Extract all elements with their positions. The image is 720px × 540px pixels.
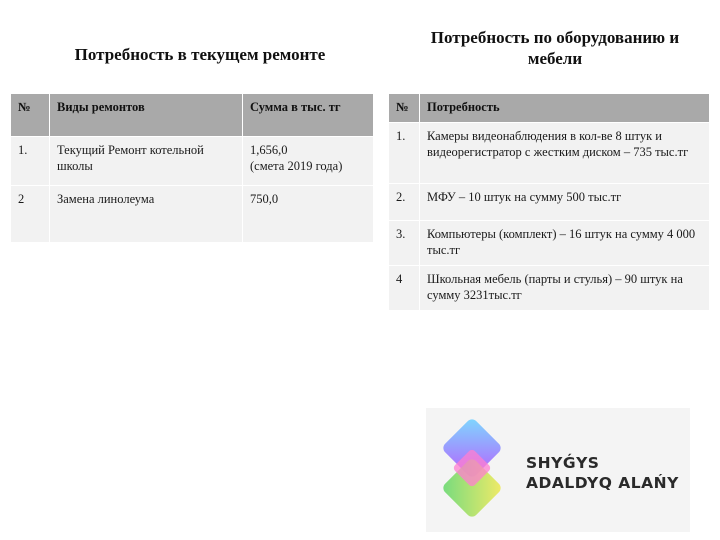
repair-needs-title: Потребность в текущем ремонте	[74, 45, 326, 64]
column-header-amount: Сумма в тыс. тг	[243, 94, 374, 137]
column-header-number: №	[389, 94, 420, 123]
amount-cell: 1,656,0 (смета 2019 года)	[243, 137, 374, 186]
row-number: 4	[389, 266, 420, 311]
need-cell: Камеры видеонаблюдения в кол-ве 8 штук и видеорегистратор с жестким диском – 735 тыс.тг	[420, 123, 710, 184]
need-cell: МФУ – 10 штук на сумму 500 тыс.тг	[420, 184, 710, 221]
need-cell: Компьютеры (комплект) – 16 штук на сумму 4 000 тыс.тг	[420, 221, 710, 266]
table-row	[389, 184, 709, 221]
table-row	[389, 266, 709, 311]
logo-line-1: SHYǴYS	[526, 454, 600, 472]
logo-line-2: ADALDYQ ALAŃY	[526, 474, 679, 492]
row-number: 2	[11, 186, 50, 243]
table-header-row	[389, 94, 709, 123]
row-number: 2.	[389, 184, 420, 221]
equipment-needs-table	[389, 94, 709, 310]
amount-cell: 750,0	[243, 186, 374, 243]
logo-diamond-icon	[436, 418, 510, 522]
logo-wordmark	[526, 453, 679, 493]
repair-type-cell: Текущий Ремонт котельной школы	[50, 137, 243, 186]
column-header-need: Потребность	[420, 94, 710, 123]
table-row	[11, 137, 373, 186]
table-header-row	[11, 94, 373, 137]
row-number: 3.	[389, 221, 420, 266]
equipment-needs-title: Потребность по оборудованию и мебели	[430, 28, 680, 68]
table-row	[11, 186, 373, 243]
row-number: 1.	[389, 123, 420, 184]
column-header-number: №	[11, 94, 50, 137]
repair-type-cell: Замена линолеума	[50, 186, 243, 243]
repairs-table	[11, 94, 373, 242]
row-number: 1.	[11, 137, 50, 186]
table-row	[389, 221, 709, 266]
brand-logo	[426, 408, 690, 532]
column-header-repair-type: Виды ремонтов	[50, 94, 243, 137]
need-cell: Школьная мебель (парты и стулья) – 90 штук на сумму 3231тыс.тг	[420, 266, 710, 311]
table-row	[389, 123, 709, 184]
